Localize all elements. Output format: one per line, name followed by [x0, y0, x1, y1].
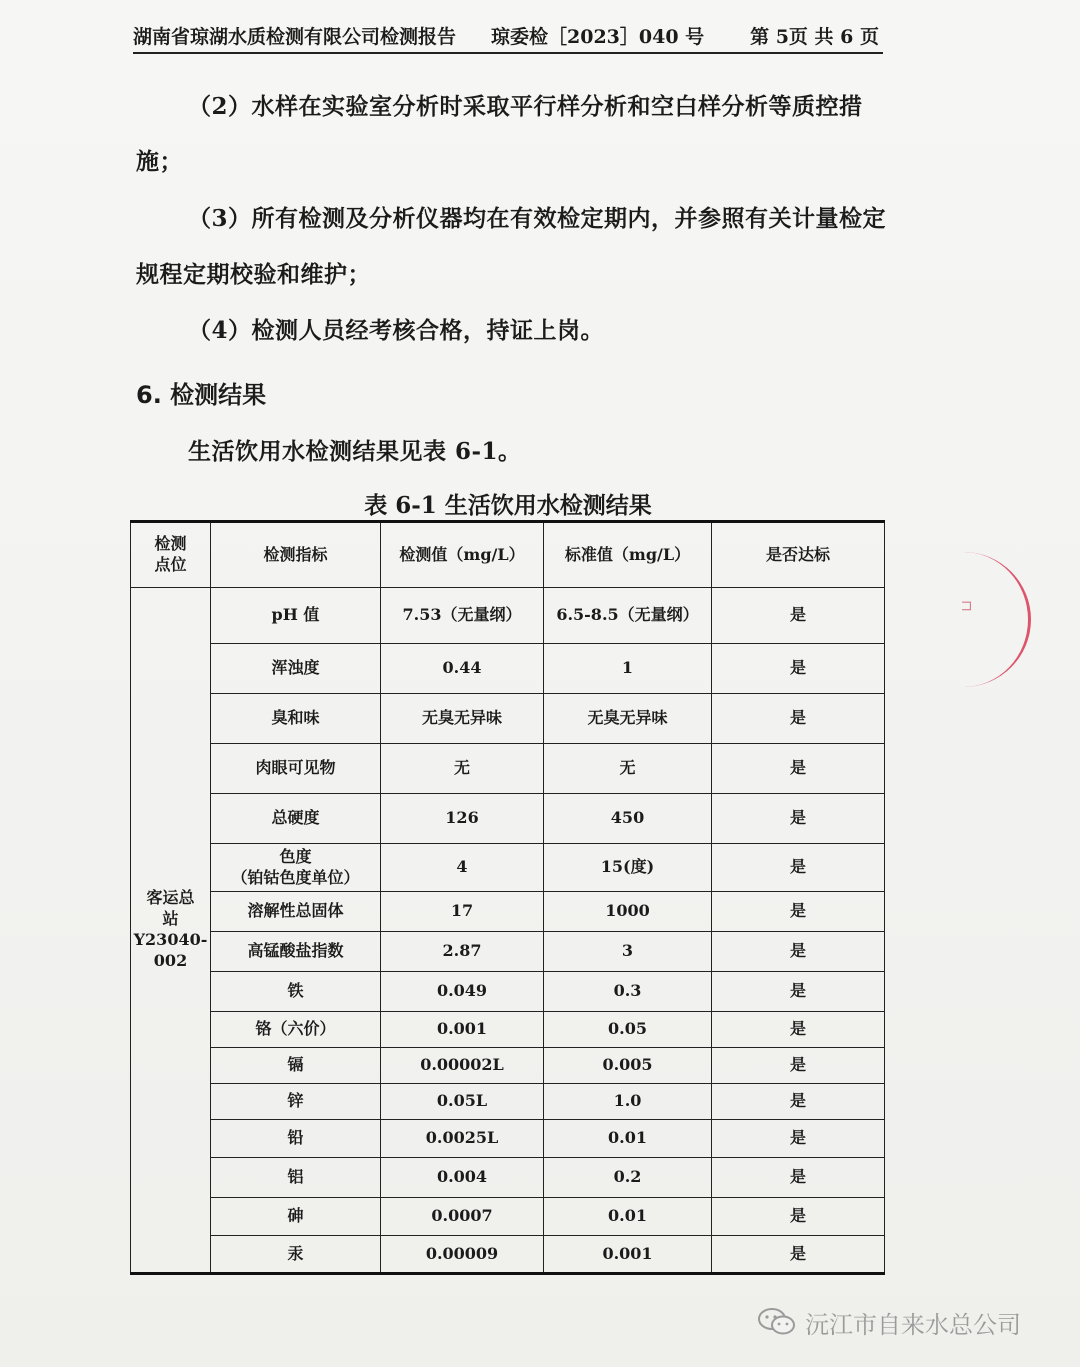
compliant-cell: 是 — [712, 588, 885, 644]
compliant-cell: 是 — [712, 972, 885, 1012]
company-name: 湖南省琼湖水质检测有限公司检测报告 — [133, 26, 457, 48]
header-standard: 标准值（mg/L） — [544, 522, 712, 588]
indicator-cell: pH 值 — [211, 588, 381, 644]
compliant-cell: 是 — [712, 1012, 885, 1048]
header-location: 检测 点位 — [131, 522, 211, 588]
table-row — [131, 1048, 885, 1084]
table-row — [131, 644, 885, 694]
header-measured: 检测值（mg/L） — [381, 522, 544, 588]
indicator-cell: 臭和味 — [211, 694, 381, 744]
table-row — [131, 932, 885, 972]
indicator-cell: 镉 — [211, 1048, 381, 1084]
measured-cell: 0.0025L — [381, 1120, 544, 1158]
standard-cell: 450 — [544, 794, 712, 844]
table-header-row — [131, 522, 885, 588]
standard-cell: 15(度) — [544, 844, 712, 892]
standard-cell: 3 — [544, 932, 712, 972]
table-row — [131, 1120, 885, 1158]
table-row — [131, 744, 885, 794]
measured-cell: 4 — [381, 844, 544, 892]
paragraph-3-line-1: （3）所有检测及分析仪器均在有效检定期内，并参照有关计量检定 — [188, 205, 887, 232]
measured-cell: 0.004 — [381, 1158, 544, 1198]
indicator-cell: 总硬度 — [211, 794, 381, 844]
red-seal-stamp — [948, 552, 1031, 687]
table-row — [131, 1236, 885, 1274]
measured-cell: 0.00009 — [381, 1236, 544, 1274]
indicator-cell: 铝 — [211, 1158, 381, 1198]
standard-cell: 0.005 — [544, 1048, 712, 1084]
measured-cell: 0.44 — [381, 644, 544, 694]
paragraph-4: （4）检测人员经考核合格，持证上岗。 — [188, 317, 605, 344]
compliant-cell: 是 — [712, 794, 885, 844]
measured-cell: 无臭无异味 — [381, 694, 544, 744]
indicator-cell: 铅 — [211, 1120, 381, 1158]
report-header — [133, 18, 883, 54]
table-row — [131, 972, 885, 1012]
location-cell: 客运总 站 Y23040- 002 — [131, 588, 211, 1274]
compliant-cell: 是 — [712, 844, 885, 892]
table-row — [131, 694, 885, 744]
wechat-icon — [757, 1306, 797, 1338]
indicator-cell: 铁 — [211, 972, 381, 1012]
measured-cell: 17 — [381, 892, 544, 932]
compliant-cell: 是 — [712, 932, 885, 972]
compliant-cell: 是 — [712, 1084, 885, 1120]
table-row — [131, 892, 885, 932]
report-number: 琼委检［2023］040 号 — [491, 26, 705, 48]
watermark-text: 沅江市自来水总公司 — [805, 1310, 1021, 1339]
measured-cell: 0.001 — [381, 1012, 544, 1048]
standard-cell: 0.3 — [544, 972, 712, 1012]
table-row — [131, 1158, 885, 1198]
compliant-cell: 是 — [712, 1158, 885, 1198]
indicator-cell: 浑浊度 — [211, 644, 381, 694]
standard-cell: 0.01 — [544, 1120, 712, 1158]
paragraph-2-line-2: 施； — [136, 148, 183, 175]
compliant-cell: 是 — [712, 892, 885, 932]
results-table — [130, 520, 885, 1275]
measured-cell: 0.00002L — [381, 1048, 544, 1084]
standard-cell: 无 — [544, 744, 712, 794]
table-row — [131, 1012, 885, 1048]
standard-cell: 0.01 — [544, 1198, 712, 1236]
header-compliant: 是否达标 — [712, 522, 885, 588]
header-indicator: 检测指标 — [211, 522, 381, 588]
measured-cell: 无 — [381, 744, 544, 794]
table-row — [131, 1084, 885, 1120]
standard-cell: 0.001 — [544, 1236, 712, 1274]
watermark — [757, 1302, 1021, 1342]
paragraph-2-line-1: （2）水样在实验室分析时采取平行样分析和空白样分析等质控措 — [188, 93, 863, 120]
compliant-cell: 是 — [712, 694, 885, 744]
indicator-cell: 锌 — [211, 1084, 381, 1120]
compliant-cell: 是 — [712, 744, 885, 794]
standard-cell: 无臭无异味 — [544, 694, 712, 744]
indicator-cell: 砷 — [211, 1198, 381, 1236]
standard-cell: 1000 — [544, 892, 712, 932]
measured-cell: 7.53（无量纲） — [381, 588, 544, 644]
standard-cell: 0.05 — [544, 1012, 712, 1048]
compliant-cell: 是 — [712, 1236, 885, 1274]
standard-cell: 1 — [544, 644, 712, 694]
indicator-cell: 肉眼可见物 — [211, 744, 381, 794]
compliant-cell: 是 — [712, 644, 885, 694]
compliant-cell: 是 — [712, 1048, 885, 1084]
table-row — [131, 588, 885, 644]
compliant-cell: 是 — [712, 1198, 885, 1236]
measured-cell: 0.0007 — [381, 1198, 544, 1236]
measured-cell: 2.87 — [381, 932, 544, 972]
indicator-cell: 色度 （铂钴色度单位） — [211, 844, 381, 892]
compliant-cell: 是 — [712, 1120, 885, 1158]
page-number: 第 5页 共 6 页 — [750, 26, 879, 48]
measured-cell: 0.05L — [381, 1084, 544, 1120]
indicator-cell: 汞 — [211, 1236, 381, 1274]
table-row — [131, 794, 885, 844]
paragraph-3-line-2: 规程定期校验和维护； — [136, 261, 371, 288]
stamp-mark: ⊓ — [957, 600, 974, 612]
standard-cell: 6.5-8.5（无量纲） — [544, 588, 712, 644]
measured-cell: 0.049 — [381, 972, 544, 1012]
standard-cell: 0.2 — [544, 1158, 712, 1198]
indicator-cell: 溶解性总固体 — [211, 892, 381, 932]
table-row — [131, 1198, 885, 1236]
section-heading: 6. 检测结果 — [136, 381, 267, 409]
standard-cell: 1.0 — [544, 1084, 712, 1120]
table-title: 表 6-1 生活饮用水检测结果 — [364, 492, 652, 519]
indicator-cell: 高锰酸盐指数 — [211, 932, 381, 972]
indicator-cell: 铬（六价） — [211, 1012, 381, 1048]
section-intro: 生活饮用水检测结果见表 6-1。 — [188, 438, 522, 465]
table-row — [131, 844, 885, 892]
measured-cell: 126 — [381, 794, 544, 844]
